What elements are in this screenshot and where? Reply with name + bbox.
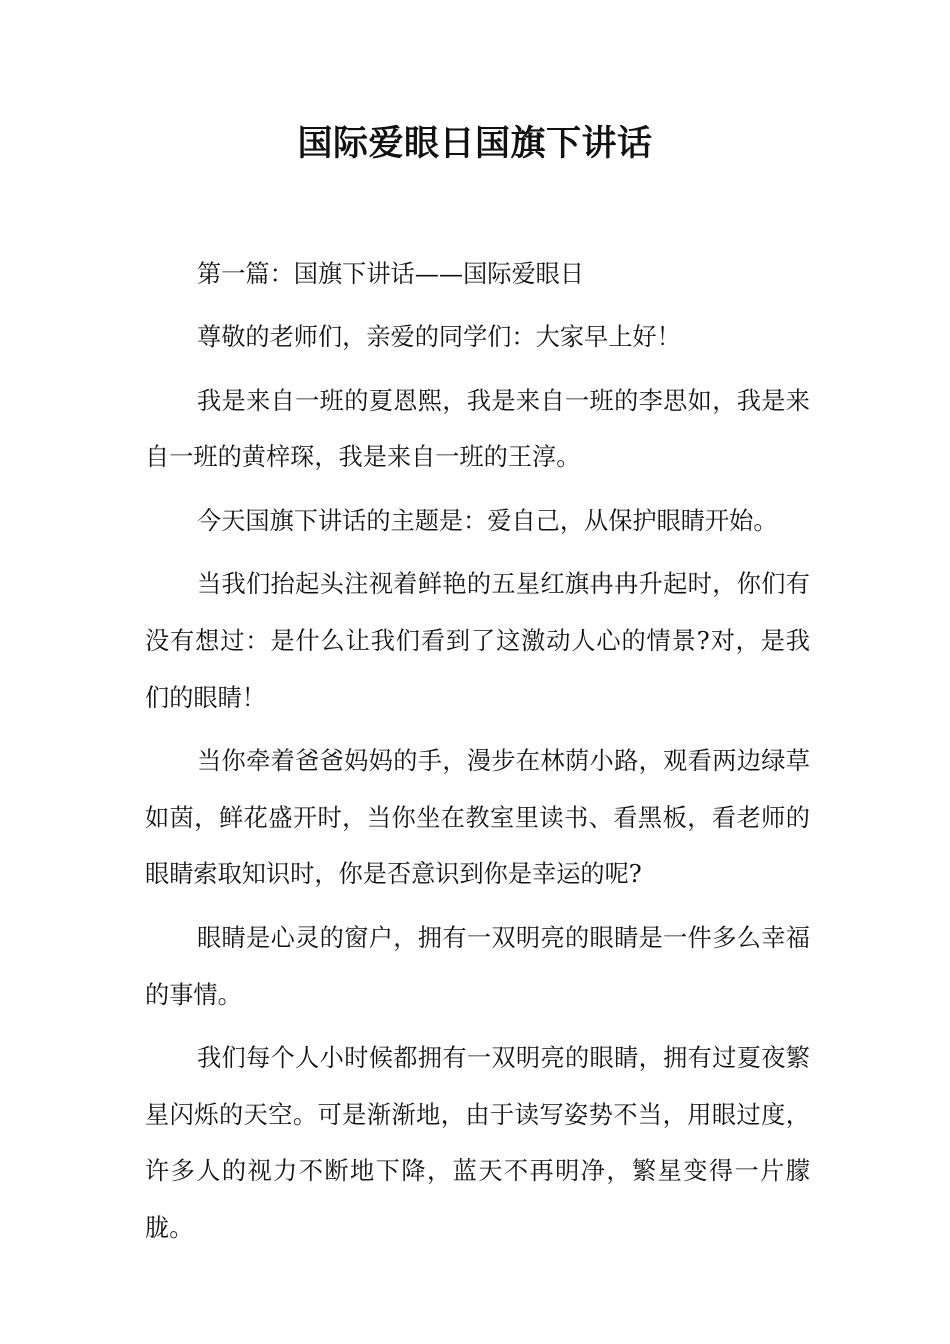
paragraph-7: 眼睛是心灵的窗户，拥有一双明亮的眼睛是一件多么幸福的事情。 xyxy=(145,923,810,1009)
paragraph-2: 尊敬的老师们，亲爱的同学们：大家早上好！ xyxy=(197,323,681,352)
paragraph-6: 当你牵着爸爸妈妈的手，漫步在林荫小路，观看两边绿草如茵，鲜花盛开时，当你坐在教室里读书、看黑板，看老师的眼睛索取知识时，你是否意识到你是幸运的呢? xyxy=(145,746,810,889)
paragraph-5: 当我们抬起头注视着鲜艳的五星红旗冉冉升起时，你们有没有想过：是什么让我们看到了这激动人心的情景?对，是我们的眼睛！ xyxy=(145,569,810,712)
paragraph-3: 我是来自一班的夏恩熙，我是来自一班的李思如，我是来自一班的黄梓琛，我是来自一班的王淳。 xyxy=(145,386,810,472)
paragraph-1: 第一篇：国旗下讲话——国际爱眼日 xyxy=(197,260,585,288)
paragraph-8: 我们每个人小时候都拥有一双明亮的眼睛，拥有过夏夜繁星闪烁的天空。可是渐渐地，由于读写姿势不当，用眼过度，许多人的视力不断地下降，蓝天不再明净，繁星变得一片朦胧。 xyxy=(145,1043,810,1243)
document-body xyxy=(145,246,810,1264)
document-title: 国际爱眼日国旗下讲话 xyxy=(297,124,653,164)
paragraph-4: 今天国旗下讲话的主题是：爱自己，从保护眼睛开始。 xyxy=(197,506,778,535)
